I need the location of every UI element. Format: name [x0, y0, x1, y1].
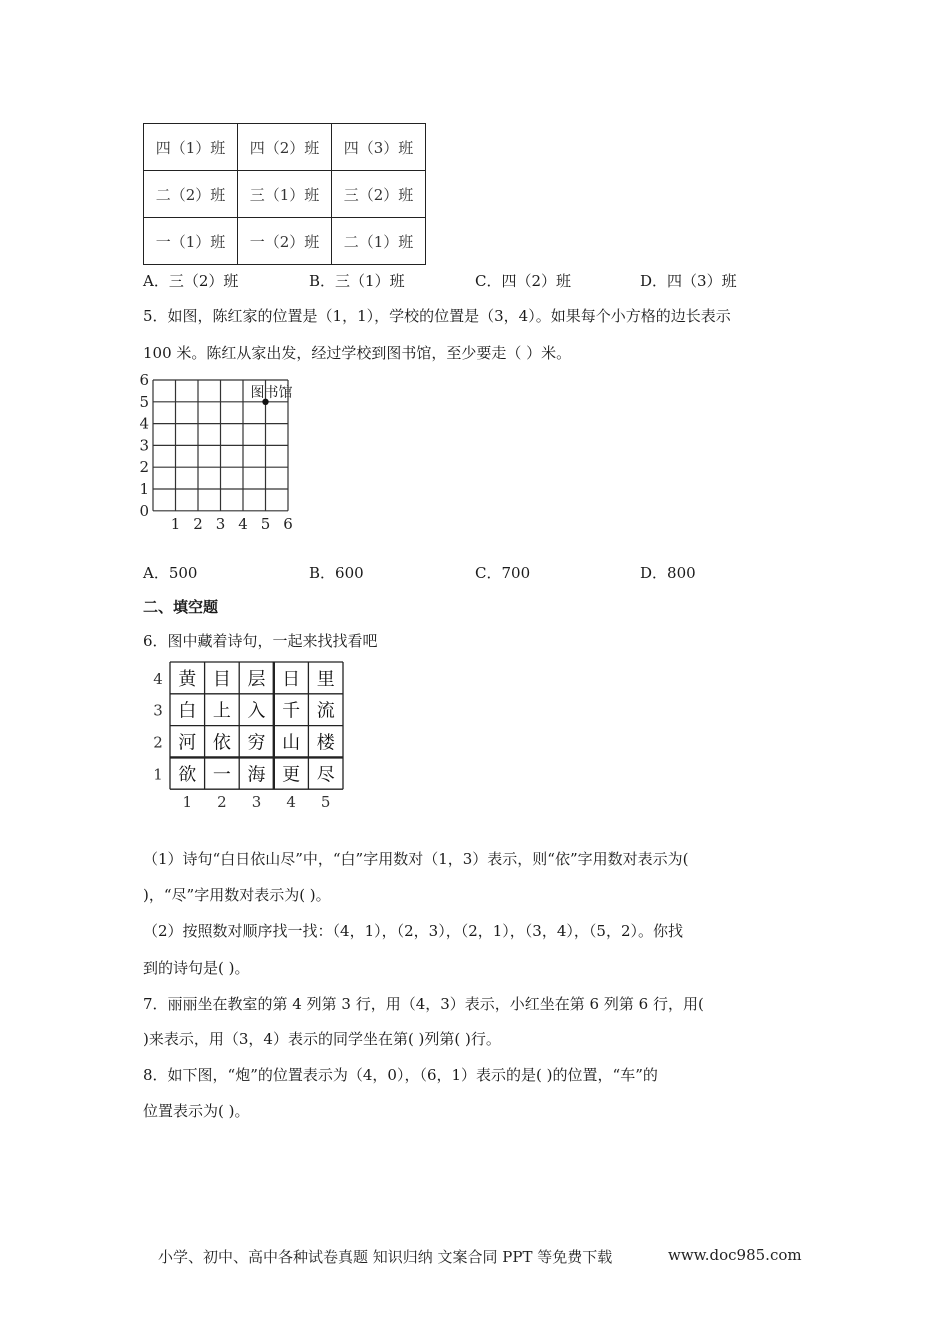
- poem-cell: 日: [282, 668, 301, 690]
- x-tick-label: 6: [283, 514, 293, 532]
- poem-row-label: 2: [153, 733, 163, 752]
- x-tick-label: 3: [215, 514, 226, 532]
- y-axis-labels: [139, 372, 149, 520]
- q7-line1: 7．丽丽坐在教室的第 4 列第 3 行，用（4，3）表示，小红坐在第 6 列第 6 行，用(: [143, 995, 704, 1013]
- poem-cell: 楼: [316, 732, 335, 754]
- table-cell: 二（1）班: [332, 218, 426, 265]
- y-tick-label: 1: [139, 480, 149, 498]
- table-row: [144, 171, 426, 218]
- poem-cell: 目: [212, 668, 231, 690]
- q6-stem: 6．图中藏着诗句，一起来找找看吧: [143, 632, 378, 650]
- poem-cells: [178, 669, 335, 785]
- q6-sub2-line2: 到的诗句是( )。: [143, 959, 250, 977]
- poem-cell: 黄: [178, 668, 197, 690]
- q5-stem-line1: 5．如图，陈红家的位置是（1，1），学校的位置是（3，4）。如果每个小方格的边长表示: [143, 307, 731, 325]
- x-tick-label: 4: [238, 514, 248, 532]
- footer-text: 小学、初中、高中各种试卷真题 知识归纳 文案合同 PPT 等免费下载: [158, 1248, 613, 1266]
- q5-option-a: A．500: [143, 564, 198, 582]
- poem-cell: 海: [247, 764, 266, 786]
- poem-cell: 流: [316, 700, 335, 722]
- poem-cell: 河: [178, 732, 197, 754]
- x-axis-labels: [171, 515, 293, 532]
- poem-cell: 山: [282, 732, 301, 754]
- table-cell: 二（2）班: [144, 171, 238, 218]
- poem-cell: 依: [212, 732, 231, 754]
- poem-col-label: 2: [217, 793, 227, 812]
- q6-poem-grid: [148, 655, 348, 815]
- q6-sub1-line1: （1）诗句“白日依山尽”中，“白”字用数对（1，3）表示，则“依”字用数对表示为(: [143, 850, 689, 868]
- table-cell: 一（2）班: [238, 218, 332, 265]
- y-tick-label: 6: [139, 372, 149, 389]
- table-cell: 四（1）班: [144, 124, 238, 171]
- q4-option-b: B．三（1）班: [309, 272, 405, 290]
- table-cell: 四（2）班: [238, 124, 332, 171]
- table-cell: 三（1）班: [238, 171, 332, 218]
- poem-col-label: 4: [286, 793, 296, 812]
- table-row: [144, 218, 426, 265]
- q4-option-d: D．四（3）班: [640, 272, 737, 290]
- table-cell: 三（2）班: [332, 171, 426, 218]
- poem-col-label: 3: [251, 793, 262, 812]
- y-tick-label: 5: [139, 392, 149, 411]
- q6-sub1-line2: )，“尽”字用数对表示为( )。: [143, 886, 331, 904]
- poem-cell: 欲: [178, 764, 197, 786]
- y-tick-label: 3: [139, 436, 149, 455]
- poem-cell: 白: [178, 700, 197, 722]
- poem-col-label: 1: [182, 793, 193, 812]
- poem-cell: 一: [212, 764, 231, 786]
- poem-cell: 穷: [247, 732, 266, 754]
- q4-option-a: A．三（2）班: [143, 272, 239, 290]
- y-tick-label: 4: [139, 414, 149, 433]
- poem-cell: 层: [247, 668, 266, 690]
- poem-row-label: 3: [153, 701, 163, 720]
- footer-url[interactable]: www.doc985.com: [668, 1246, 802, 1264]
- poem-col-label: 5: [320, 793, 331, 812]
- q8-line1: 8．如下图，“炮”的位置表示为（4，0），（6，1）表示的是( )的位置，“车”的: [143, 1066, 658, 1084]
- poem-cell: 上: [212, 700, 231, 722]
- table-row: [144, 124, 426, 171]
- poem-row-label: 1: [153, 765, 163, 784]
- poem-cell: 尽: [316, 764, 335, 786]
- library-label: 图书馆: [250, 384, 293, 401]
- x-tick-label: 2: [193, 514, 203, 532]
- q8-line2: 位置表示为( )。: [143, 1102, 250, 1120]
- q5-coordinate-grid: [138, 372, 303, 532]
- q7-line2: )来表示，用（3，4）表示的同学坐在第( )列第( )行。: [143, 1030, 501, 1048]
- table-cell: 四（3）班: [332, 124, 426, 171]
- q5-option-b: B．600: [309, 564, 364, 582]
- q5-option-d: D．800: [640, 564, 696, 582]
- section-title-fill-in: 二、填空题: [143, 598, 219, 616]
- q5-option-c: C．700: [475, 564, 531, 582]
- poem-cell: 入: [247, 700, 266, 722]
- poem-col-labels: [183, 793, 331, 811]
- table-cell: 一（1）班: [144, 218, 238, 265]
- y-tick-label: 0: [139, 501, 149, 520]
- poem-cell: 更: [282, 764, 301, 786]
- poem-row-label: 4: [153, 669, 163, 688]
- poem-row-labels: [153, 670, 163, 783]
- q4-option-c: C．四（2）班: [475, 272, 572, 290]
- x-tick-label: 5: [260, 514, 271, 532]
- class-seating-table: [143, 123, 426, 265]
- y-tick-label: 2: [139, 458, 149, 477]
- poem-cell: 里: [316, 668, 335, 690]
- q5-stem-line2: 100 米。陈红从家出发，经过学校到图书馆，至少要走（ ）米。: [143, 344, 572, 362]
- poem-cell: 千: [282, 700, 301, 722]
- q6-sub2-line1: （2）按照数对顺序找一找：（4，1），（2，3），（2，1），（3，4），（5，2）。你找: [143, 922, 683, 940]
- x-tick-label: 1: [170, 514, 181, 532]
